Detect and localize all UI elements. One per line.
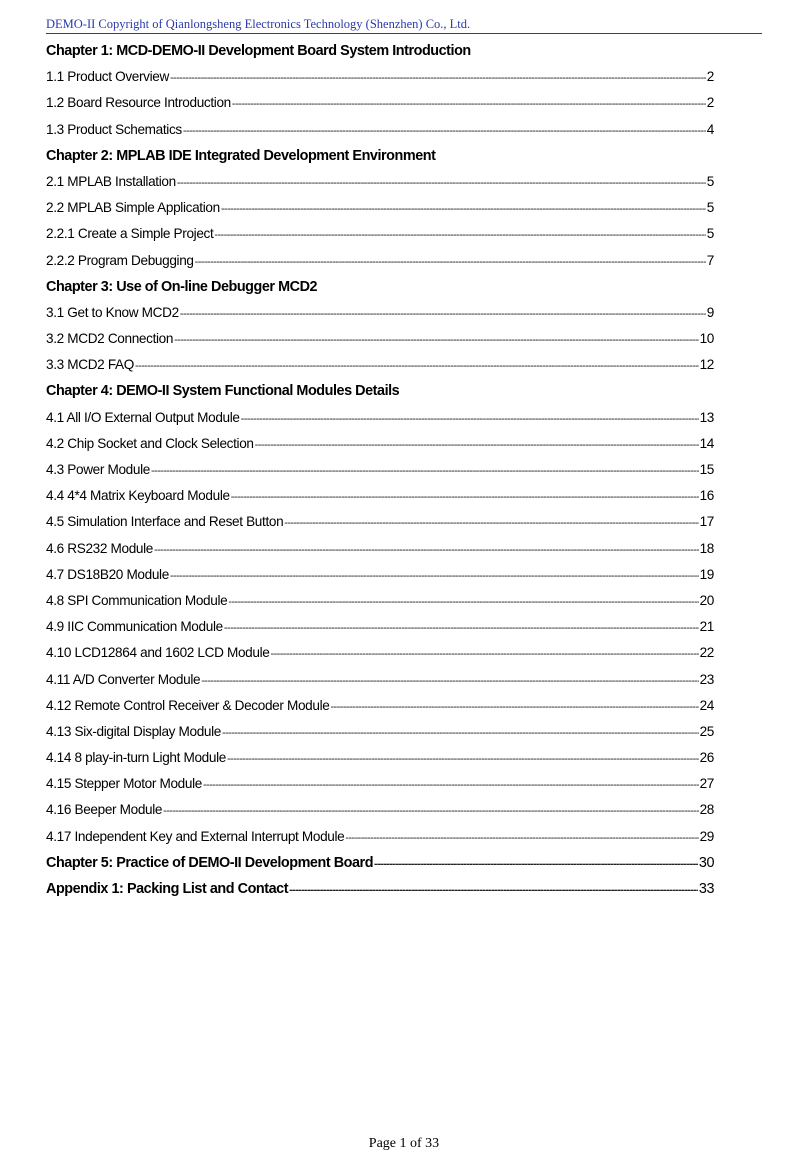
toc-entry[interactable] [46, 745, 714, 771]
toc-page-number: 30 [698, 854, 714, 871]
toc-entry-label: 4.16 Beeper Module [46, 802, 163, 818]
toc-page-number: 4 [706, 121, 714, 137]
toc-leader-dashes [195, 249, 706, 275]
toc-page-number: 23 [699, 671, 714, 687]
toc-page-number: 2 [706, 69, 714, 85]
toc-leader-dashes [345, 825, 698, 851]
toc-entry-label: 4.1 All I/O External Output Module [46, 409, 240, 425]
toc-leader-dashes [289, 877, 698, 903]
toc-leader-dashes [174, 327, 698, 353]
toc-page-number: 19 [699, 566, 714, 582]
toc-leader-dashes [163, 798, 698, 824]
toc-entry-label: 4.5 Simulation Interface and Reset Button [46, 514, 284, 530]
toc-entry-label: 4.12 Remote Control Receiver & Decoder Module [46, 697, 330, 713]
toc-page-number: 16 [699, 488, 714, 504]
toc-entry-label: 4.13 Six-digital Display Module [46, 723, 222, 739]
toc-entry[interactable] [46, 536, 714, 562]
toc-entry-label: 3.3 MCD2 FAQ [46, 357, 134, 373]
toc-entry[interactable] [46, 169, 714, 195]
page-footer: Page 1 of 33 [368, 1136, 440, 1151]
toc-page-number: 33 [698, 881, 714, 897]
toc-entry-label: 2.2.1 Create a Simple Project [46, 226, 214, 242]
toc-leader-dashes [232, 91, 706, 117]
toc-leader-dashes [170, 563, 699, 589]
toc-page-number: 10 [699, 331, 714, 347]
toc-page-number: 21 [699, 619, 714, 635]
toc-entry-label: 1.2 Board Resource Introduction [46, 95, 231, 111]
toc-entry[interactable] [46, 405, 714, 431]
toc-page-number: 22 [699, 645, 714, 661]
toc-leader-dashes [330, 694, 698, 720]
toc-page-number: 17 [699, 514, 714, 530]
toc-leader-dashes [224, 615, 699, 641]
toc-leader-dashes [203, 772, 699, 798]
toc-entry-label: 4.17 Independent Key and External Interrupt Module [46, 828, 345, 844]
toc-leader-dashes [151, 458, 699, 484]
toc-page-number: 9 [706, 304, 714, 320]
toc-leader-dashes [222, 720, 699, 746]
toc-entry[interactable] [46, 431, 714, 457]
toc-page-number: 25 [699, 723, 714, 739]
toc-entry-label: 2.2.2 Program Debugging [46, 252, 194, 268]
toc-entry-label: 1.1 Product Overview [46, 69, 169, 85]
toc-entry-label: 4.8 SPI Communication Module [46, 592, 228, 608]
toc-leader-dashes [231, 484, 699, 510]
toc-entry[interactable] [46, 562, 714, 588]
toc-page-number: 28 [699, 802, 714, 818]
toc-entry-label: 4.14 8 play-in-turn Light Module [46, 750, 226, 766]
toc-entry-label: 3.1 Get to Know MCD2 [46, 304, 179, 320]
toc-entry-label: 4.3 Power Module [46, 462, 150, 477]
toc-entry[interactable] [46, 771, 714, 797]
toc-entry-label: 4.11 A/D Converter Module [46, 671, 201, 687]
table-of-contents [46, 38, 714, 902]
toc-leader-dashes [241, 406, 699, 432]
toc-entry[interactable] [46, 90, 714, 116]
toc-entry-label: 4.15 Stepper Motor Module [46, 776, 202, 792]
toc-entry-label: 4.2 Chip Socket and Clock Selection [46, 435, 254, 451]
toc-page-number: 5 [706, 226, 714, 242]
toc-entry-label: 4.4 4*4 Matrix Keyboard Module [46, 488, 230, 504]
toc-entry[interactable] [46, 824, 714, 850]
toc-page-number: 5 [706, 173, 714, 189]
toc-entry-label: Chapter 1: MCD-DEMO-II Development Board System Introduction [46, 43, 471, 59]
toc-entry[interactable] [46, 640, 714, 666]
toc-entry[interactable] [46, 719, 714, 745]
toc-entry-label: 4.10 LCD12864 and 1602 LCD Module [46, 645, 270, 661]
toc-chapter-heading[interactable] [46, 850, 714, 876]
toc-entry-label: 4.7 DS18B20 Module [46, 566, 169, 582]
toc-page-number: 2 [706, 95, 714, 111]
toc-entry-label: 1.3 Product Schematics [46, 121, 182, 137]
toc-entry-label: Chapter 5: Practice of DEMO-II Development Board [46, 854, 374, 871]
toc-leader-dashes [271, 641, 699, 667]
toc-leader-dashes [170, 65, 706, 91]
toc-entry-label: Chapter 2: MPLAB IDE Integrated Development Environment [46, 147, 436, 164]
toc-entry[interactable] [46, 667, 714, 693]
toc-chapter-heading[interactable] [46, 876, 714, 902]
toc-entry[interactable] [46, 64, 714, 90]
toc-entry[interactable] [46, 483, 714, 509]
toc-entry-label: Appendix 1: Packing List and Contact [46, 881, 289, 897]
toc-page-number: 24 [699, 697, 714, 713]
toc-leader-dashes [228, 589, 698, 615]
toc-page-number: 29 [699, 828, 714, 844]
toc-entry-label: Chapter 4: DEMO-II System Functional Modules Details [46, 383, 400, 400]
toc-leader-dashes [177, 170, 706, 196]
toc-entry-label: 4.9 IIC Communication Module [46, 619, 223, 635]
toc-entry[interactable] [46, 248, 714, 274]
toc-leader-dashes [221, 196, 706, 222]
toc-page-number: 20 [699, 592, 714, 608]
toc-entry[interactable] [46, 195, 714, 221]
toc-entry-label: 3.2 MCD2 Connection [46, 331, 174, 347]
toc-page-number: 15 [699, 462, 714, 477]
toc-page-number: 13 [699, 409, 714, 425]
toc-page-number: 27 [699, 776, 714, 792]
toc-entry[interactable] [46, 117, 714, 143]
toc-chapter-heading[interactable] [46, 378, 714, 404]
toc-entry[interactable] [46, 326, 714, 352]
toc-chapter-heading[interactable] [46, 38, 714, 64]
toc-leader-dashes [214, 222, 705, 248]
page-header: DEMO-II Copyright of Qianlongsheng Electronics Technology (Shenzhen) Co., Ltd. [46, 17, 762, 34]
toc-entry[interactable] [46, 509, 714, 535]
toc-entry-label: Chapter 3: Use of On-line Debugger MCD2 [46, 278, 318, 295]
toc-chapter-heading[interactable] [46, 143, 714, 169]
toc-leader-dashes [374, 851, 698, 877]
toc-page-number: 5 [706, 200, 714, 216]
toc-leader-dashes [255, 432, 699, 458]
toc-entry[interactable] [46, 352, 714, 378]
toc-chapter-heading[interactable] [46, 274, 714, 300]
toc-entry-label: 2.2 MPLAB Simple Application [46, 200, 220, 216]
toc-leader-dashes [227, 746, 699, 772]
toc-leader-dashes [180, 301, 706, 327]
toc-entry-label: 4.6 RS232 Module [46, 540, 153, 556]
toc-page-number: 18 [699, 540, 714, 556]
toc-page-number: 26 [699, 750, 714, 766]
toc-entry[interactable] [46, 300, 714, 326]
toc-entry[interactable] [46, 221, 714, 247]
toc-leader-dashes [154, 537, 699, 563]
toc-entry[interactable] [46, 457, 714, 483]
toc-page-number: 14 [699, 435, 714, 451]
toc-page-number: 7 [706, 252, 714, 268]
toc-leader-dashes [135, 353, 699, 379]
toc-entry[interactable] [46, 588, 714, 614]
toc-leader-dashes [183, 118, 706, 144]
toc-entry[interactable] [46, 693, 714, 719]
toc-page-number: 12 [699, 357, 714, 373]
toc-entry-label: 2.1 MPLAB Installation [46, 173, 176, 189]
toc-entry[interactable] [46, 797, 714, 823]
toc-leader-dashes [201, 668, 698, 694]
toc-entry[interactable] [46, 614, 714, 640]
toc-leader-dashes [284, 510, 698, 536]
